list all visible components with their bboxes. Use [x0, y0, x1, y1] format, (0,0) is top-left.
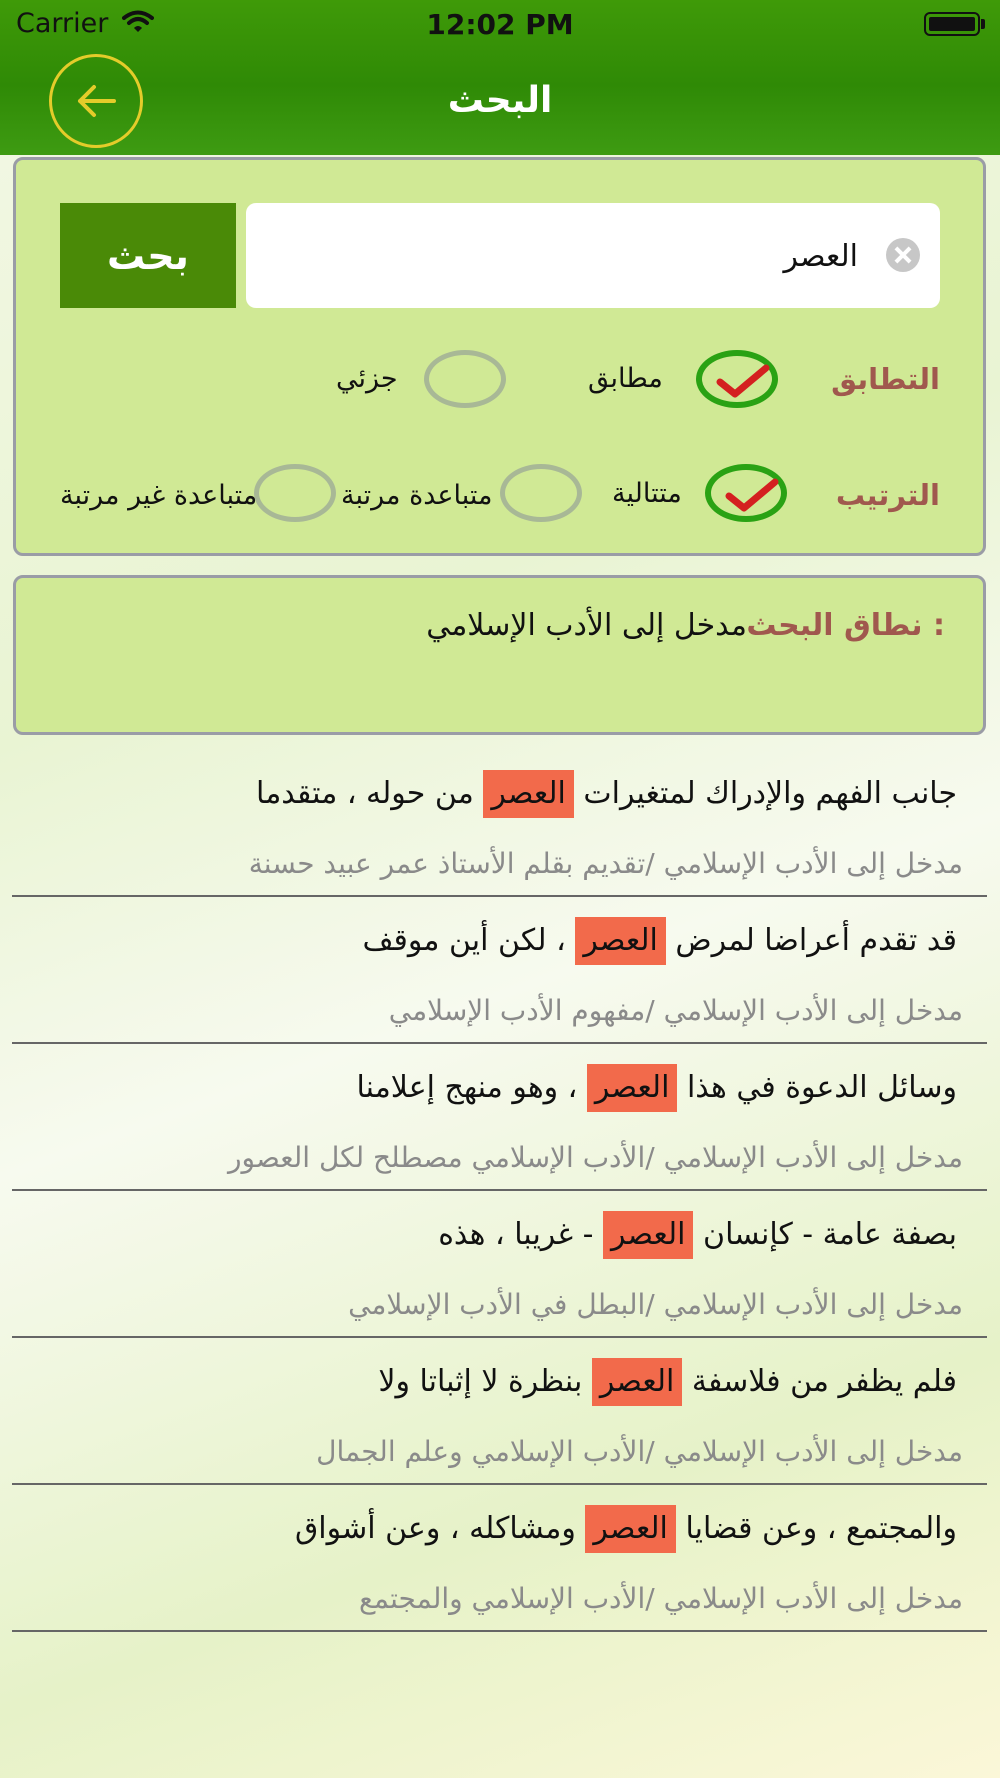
snippet-after: ، وهو منهج إعلامنا — [356, 1070, 578, 1105]
result-item[interactable] — [12, 1191, 987, 1338]
match-partial-label: جزئي — [336, 363, 398, 394]
order-spaced-unordered-label: متباعدة غير مرتبة — [60, 480, 258, 511]
snippet-after: بنظرة لا إثباتا ولا — [378, 1364, 583, 1399]
results-list — [12, 750, 987, 1632]
match-label: التطابق — [831, 362, 940, 396]
navigation-bar — [0, 0, 1000, 155]
snippet-before: قد تقدم أعراضا لمرض — [675, 923, 957, 958]
carrier-label: Carrier — [16, 8, 109, 39]
checkmark-icon — [708, 358, 778, 404]
match-highlight: العصر — [603, 1211, 694, 1259]
result-item[interactable] — [12, 750, 987, 897]
match-exact-radio[interactable] — [696, 350, 778, 408]
snippet-after: ومشاكله ، وعن أشواق — [294, 1511, 576, 1546]
result-item[interactable] — [12, 1044, 987, 1191]
snippet-after: من حوله ، متقدما — [256, 776, 474, 811]
checkmark-icon — [717, 472, 787, 518]
result-source: مدخل إلى الأدب الإسلامي /البطل في الأدب الإسلامي — [348, 1288, 963, 1321]
snippet-before: فلم يظفر من فلاسفة — [691, 1364, 957, 1399]
snippet-after: ، لكن أين موقف — [362, 923, 566, 958]
match-highlight: العصر — [483, 770, 574, 818]
snippet-before: وسائل الدعوة في هذا — [686, 1070, 957, 1105]
status-time: 12:02 PM — [426, 8, 574, 41]
search-button[interactable]: بحث — [60, 203, 236, 308]
order-spaced-ordered-radio[interactable] — [500, 464, 582, 522]
result-source: مدخل إلى الأدب الإسلامي /الأدب الإسلامي وعلم الجمال — [316, 1435, 963, 1468]
battery-icon — [924, 12, 980, 36]
result-source: مدخل إلى الأدب الإسلامي /الأدب الإسلامي مصطلح لكل العصور — [227, 1141, 963, 1174]
battery-tip — [981, 19, 985, 29]
result-snippet — [362, 917, 957, 965]
search-input[interactable] — [266, 203, 860, 310]
result-source: مدخل إلى الأدب الإسلامي /الأدب الإسلامي والمجتمع — [359, 1582, 963, 1615]
search-scope-panel — [13, 575, 986, 735]
result-item[interactable] — [12, 1338, 987, 1485]
snippet-after: - غريبا ، هذه — [438, 1217, 594, 1252]
scope-value: مدخل إلى الأدب الإسلامي — [426, 608, 747, 643]
result-source: مدخل إلى الأدب الإسلامي /مفهوم الأدب الإسلامي — [388, 994, 963, 1027]
page-title: البحث — [447, 80, 553, 121]
snippet-before: والمجتمع ، وعن قضايا — [685, 1511, 957, 1546]
result-source: مدخل إلى الأدب الإسلامي /تقديم بقلم الأستاذ عمر عبيد حسنة — [248, 847, 963, 880]
snippet-before: بصفة عامة - كإنسان — [703, 1217, 957, 1252]
snippet-before: جانب الفهم والإدراك لمتغيرات — [583, 776, 957, 811]
scope-label: نطاق البحث : — [746, 608, 945, 643]
clear-icon[interactable] — [886, 238, 920, 272]
order-label: الترتيب — [835, 478, 940, 512]
result-snippet — [357, 1064, 957, 1112]
search-field[interactable] — [246, 203, 940, 308]
match-exact-label: مطابق — [588, 363, 663, 394]
result-snippet — [438, 1211, 957, 1259]
order-consecutive-label: متتالية — [612, 478, 682, 509]
order-consecutive-radio[interactable] — [705, 464, 787, 522]
result-snippet — [295, 1505, 957, 1553]
result-snippet — [256, 770, 957, 818]
match-highlight: العصر — [575, 917, 666, 965]
order-spaced-unordered-radio[interactable] — [254, 464, 336, 522]
match-partial-radio[interactable] — [424, 350, 506, 408]
result-item[interactable] — [12, 1485, 987, 1632]
match-highlight: العصر — [585, 1505, 676, 1553]
status-bar — [0, 0, 1000, 50]
match-highlight: العصر — [592, 1358, 683, 1406]
result-item[interactable] — [12, 897, 987, 1044]
match-highlight: العصر — [587, 1064, 678, 1112]
result-snippet — [378, 1358, 957, 1406]
order-spaced-ordered-label: متباعدة مرتبة — [341, 480, 493, 511]
